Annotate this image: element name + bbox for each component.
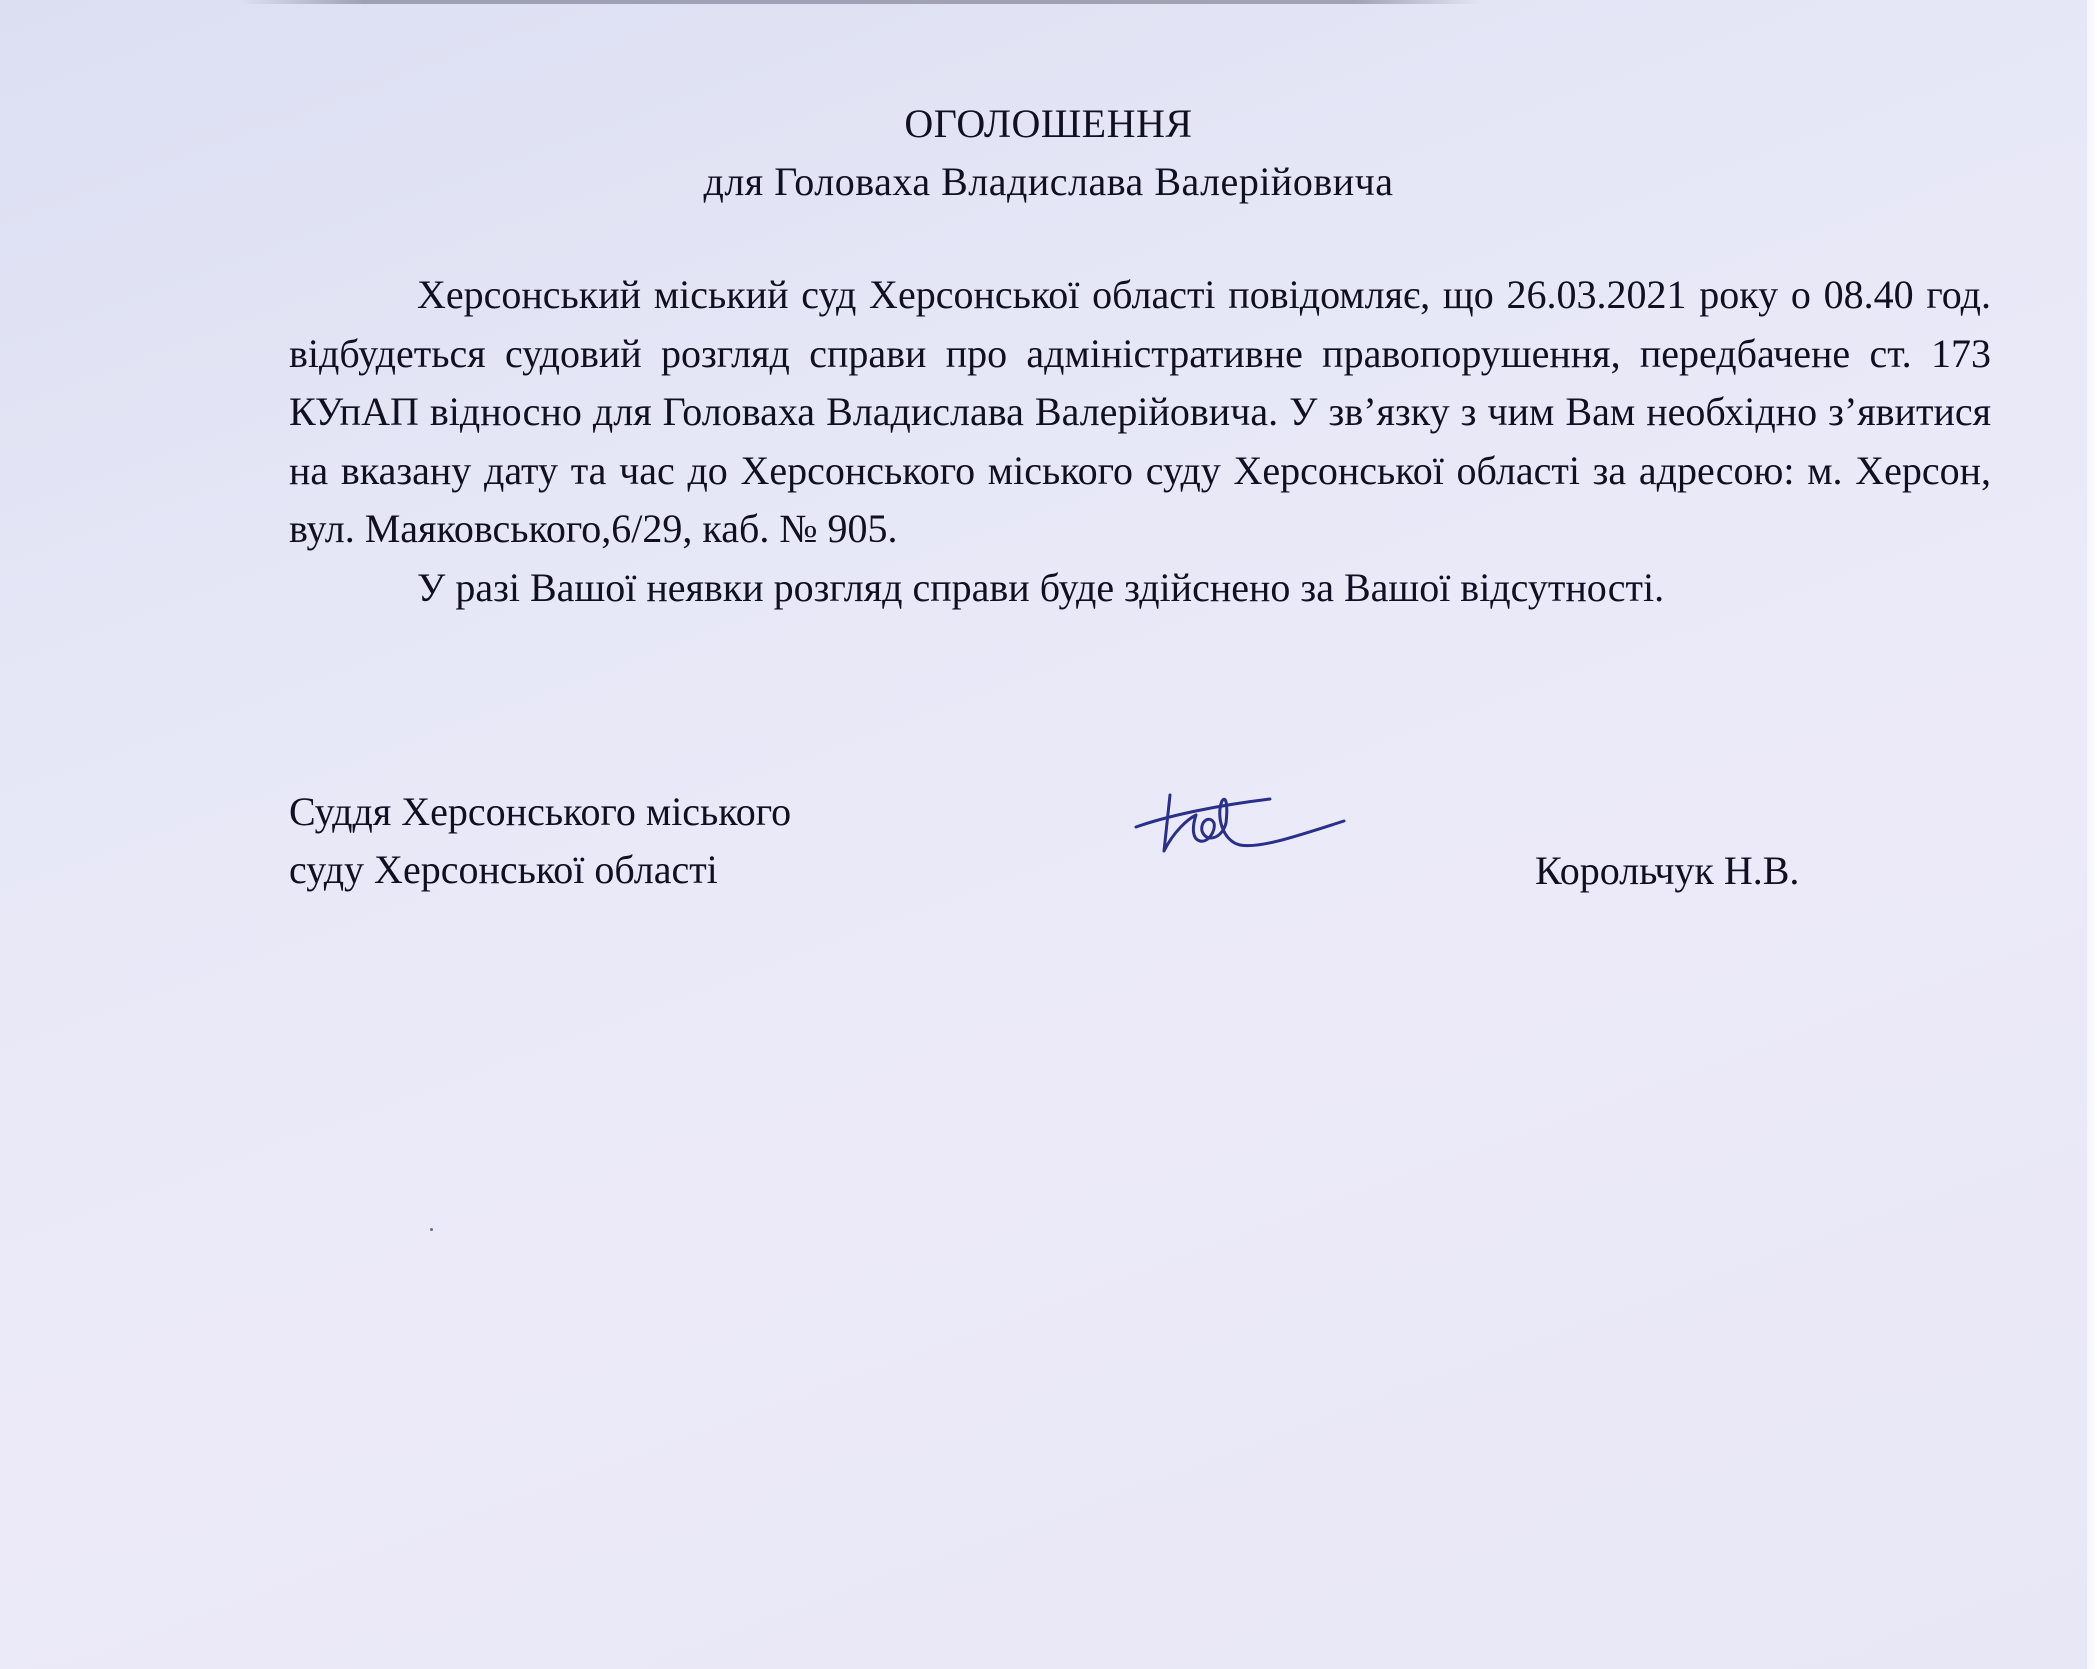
- paper-speck: [430, 1228, 433, 1231]
- document-title: ОГОЛОШЕННЯ: [904, 101, 1193, 146]
- judge-position-line-1: Суддя Херсонського міського: [289, 789, 792, 834]
- judge-position-line-2: суду Херсонської області: [289, 847, 718, 892]
- document-addressee: для Головаха Владислава Валерійовича: [703, 159, 1394, 204]
- notice-body: [289, 266, 1991, 617]
- notice-paragraph-main: Херсонський міський суд Херсонської області повідомляє, що 26.03.2021 року о 08.40 год. відбудеться судовий розгляд справи про адміністративне правопорушення, передбачене ст. 173 КУпАП відносно для Головаха Владислава Валерійовича. У зв’язку з чим Вам необхідно з’явитися на вказану дату та час до Херсонського міського суду Херсонської області за адресою: м. Херсон, вул. Маяковського,6/29, каб. № 905.: [289, 272, 1991, 551]
- judge-position: [289, 783, 791, 899]
- handwritten-signature: [1130, 775, 1360, 865]
- judge-name: Корольчук Н.В.: [1535, 848, 1800, 893]
- paper-top-edge: [240, 0, 1480, 4]
- notice-paragraph-absence: У разі Вашої неявки розгляд справи буде здійснено за Вашої відсутності.: [417, 564, 1665, 610]
- paper-right-edge: [2087, 0, 2097, 1669]
